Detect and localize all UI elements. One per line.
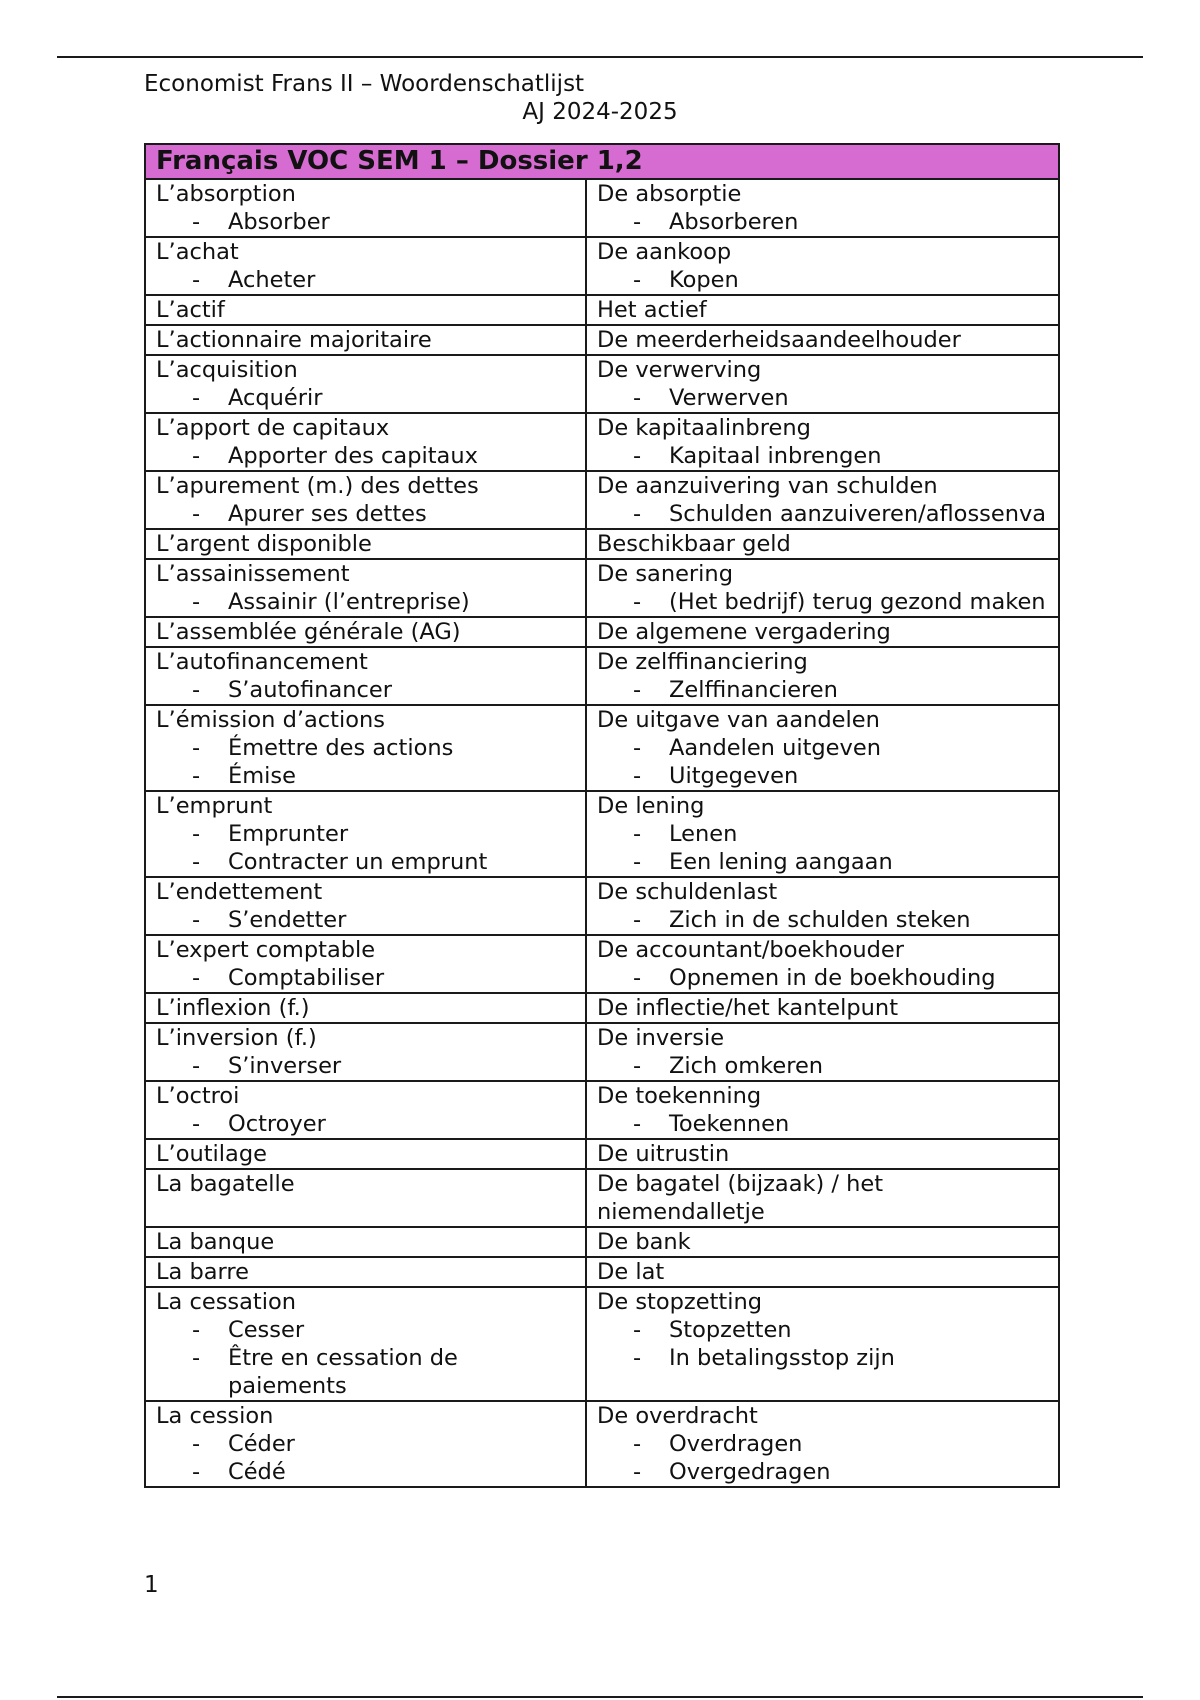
dutch-subterm bbox=[597, 384, 1050, 412]
table-row bbox=[145, 559, 1059, 617]
table-row bbox=[145, 791, 1059, 877]
subterm-text: Zich in de schulden steken bbox=[669, 907, 971, 933]
subterm-text: Emprunter bbox=[228, 821, 349, 847]
french-subterm bbox=[156, 734, 577, 762]
table-row bbox=[145, 617, 1059, 647]
dutch-cell bbox=[586, 559, 1059, 617]
bullet-dash: - bbox=[192, 443, 201, 469]
dutch-subterm bbox=[597, 1052, 1050, 1080]
subterm-text: Absorberen bbox=[669, 209, 799, 235]
dutch-term: De kapitaalinbreng bbox=[597, 415, 811, 441]
french-term: La cessation bbox=[156, 1289, 297, 1315]
subterm-text: Contracter un emprunt bbox=[228, 849, 488, 875]
table-row bbox=[145, 237, 1059, 295]
dutch-subterm bbox=[597, 848, 1050, 876]
french-subterm bbox=[156, 1344, 577, 1400]
french-subterm bbox=[156, 906, 577, 934]
french-cell bbox=[145, 647, 586, 705]
subterm-text: S’autofinancer bbox=[228, 677, 393, 703]
french-cell bbox=[145, 179, 586, 237]
dutch-cell bbox=[586, 1401, 1059, 1487]
french-cell bbox=[145, 617, 586, 647]
french-cell bbox=[145, 529, 586, 559]
dutch-cell bbox=[586, 705, 1059, 791]
dutch-cell bbox=[586, 647, 1059, 705]
subterm-text: Lenen bbox=[669, 821, 738, 847]
french-cell bbox=[145, 237, 586, 295]
dutch-term: De inversie bbox=[597, 1025, 725, 1051]
dutch-cell bbox=[586, 1139, 1059, 1169]
subterm-text: Zich omkeren bbox=[669, 1053, 824, 1079]
dutch-cell bbox=[586, 935, 1059, 993]
subterm-text: Kapitaal inbrengen bbox=[669, 443, 882, 469]
header-rule bbox=[57, 56, 1143, 58]
french-cell bbox=[145, 325, 586, 355]
bullet-dash: - bbox=[633, 209, 642, 235]
subterm-text: Cesser bbox=[228, 1317, 305, 1343]
bullet-dash: - bbox=[192, 735, 201, 761]
table-title-row bbox=[145, 144, 1059, 179]
french-term: L’argent disponible bbox=[156, 531, 372, 557]
table-row bbox=[145, 647, 1059, 705]
subterm-text: Toekennen bbox=[669, 1111, 790, 1137]
table-row bbox=[145, 355, 1059, 413]
french-cell bbox=[145, 993, 586, 1023]
table-row bbox=[145, 1139, 1059, 1169]
french-subterm bbox=[156, 964, 577, 992]
dutch-cell bbox=[586, 179, 1059, 237]
french-term: La barre bbox=[156, 1259, 249, 1285]
french-subterm bbox=[156, 1052, 577, 1080]
french-cell bbox=[145, 935, 586, 993]
dutch-subterm bbox=[597, 208, 1050, 236]
dutch-cell bbox=[586, 529, 1059, 559]
french-subterm bbox=[156, 1458, 577, 1486]
dutch-term: De aanzuivering van schulden bbox=[597, 473, 938, 499]
french-cell bbox=[145, 1287, 586, 1401]
dutch-subterm bbox=[597, 1110, 1050, 1138]
table-row bbox=[145, 179, 1059, 237]
french-subterm bbox=[156, 588, 577, 616]
bullet-dash: - bbox=[192, 209, 201, 235]
french-cell bbox=[145, 1401, 586, 1487]
subterm-text: Apporter des capitaux bbox=[228, 443, 478, 469]
dutch-term: De zelffinanciering bbox=[597, 649, 808, 675]
dutch-term: De overdracht bbox=[597, 1403, 758, 1429]
subterm-text: Verwerven bbox=[669, 385, 789, 411]
subterm-text: Émise bbox=[228, 763, 296, 789]
page-number: 1 bbox=[144, 1572, 159, 1598]
french-term: L’assainissement bbox=[156, 561, 350, 587]
bullet-dash: - bbox=[192, 1345, 201, 1371]
french-term: L’apurement (m.) des dettes bbox=[156, 473, 479, 499]
subterm-text: Acheter bbox=[228, 267, 316, 293]
french-term: L’apport de capitaux bbox=[156, 415, 390, 441]
french-term: La cession bbox=[156, 1403, 274, 1429]
bullet-dash: - bbox=[633, 443, 642, 469]
dutch-cell bbox=[586, 1257, 1059, 1287]
french-term: L’absorption bbox=[156, 181, 296, 207]
french-cell bbox=[145, 1139, 586, 1169]
french-term: La bagatelle bbox=[156, 1171, 295, 1197]
french-subterm bbox=[156, 762, 577, 790]
bullet-dash: - bbox=[633, 1317, 642, 1343]
dutch-subterm bbox=[597, 588, 1050, 616]
dutch-term: De meerderheidsaandeelhouder bbox=[597, 327, 961, 353]
french-cell bbox=[145, 471, 586, 529]
dutch-cell bbox=[586, 471, 1059, 529]
french-cell bbox=[145, 1227, 586, 1257]
table-row bbox=[145, 325, 1059, 355]
dutch-cell bbox=[586, 355, 1059, 413]
subterm-text: S’inverser bbox=[228, 1053, 342, 1079]
french-term: L’octroi bbox=[156, 1083, 240, 1109]
subterm-text: Schulden aanzuiveren/aflossenva bbox=[669, 501, 1047, 527]
french-term: L’expert comptable bbox=[156, 937, 376, 963]
vocabulary-rows bbox=[145, 179, 1059, 1487]
subterm-text: Comptabiliser bbox=[228, 965, 385, 991]
french-subterm bbox=[156, 676, 577, 704]
dutch-cell bbox=[586, 295, 1059, 325]
dutch-cell bbox=[586, 1169, 1059, 1227]
french-term: L’inflexion (f.) bbox=[156, 995, 310, 1021]
french-term: L’autofinancement bbox=[156, 649, 368, 675]
bullet-dash: - bbox=[192, 1431, 201, 1457]
dutch-term: De bagatel (bijzaak) / het niemendalletje bbox=[597, 1171, 884, 1225]
document-title: Economist Frans II – Woordenschatlijst bbox=[144, 71, 585, 97]
subterm-text: Een lening aangaan bbox=[669, 849, 893, 875]
french-cell bbox=[145, 705, 586, 791]
dutch-cell bbox=[586, 325, 1059, 355]
subterm-text: Overdragen bbox=[669, 1431, 803, 1457]
bullet-dash: - bbox=[192, 501, 201, 527]
bullet-dash: - bbox=[192, 267, 201, 293]
dutch-term: De algemene vergadering bbox=[597, 619, 891, 645]
dutch-term: De uitgave van aandelen bbox=[597, 707, 880, 733]
subterm-text: Overgedragen bbox=[669, 1459, 831, 1485]
french-term: L’actionnaire majoritaire bbox=[156, 327, 432, 353]
french-cell bbox=[145, 295, 586, 325]
vocabulary-table bbox=[144, 143, 1060, 1488]
dutch-subterm bbox=[597, 1458, 1050, 1486]
bullet-dash: - bbox=[192, 1111, 201, 1137]
french-term: L’inversion (f.) bbox=[156, 1025, 317, 1051]
dutch-subterm bbox=[597, 266, 1050, 294]
french-subterm bbox=[156, 500, 577, 528]
subterm-text: Être en cessation de paiements bbox=[228, 1345, 458, 1399]
subterm-text: Acquérir bbox=[228, 385, 323, 411]
french-term: L’assemblée générale (AG) bbox=[156, 619, 461, 645]
french-cell bbox=[145, 355, 586, 413]
french-term: L’actif bbox=[156, 297, 225, 323]
table-row bbox=[145, 1401, 1059, 1487]
table-row bbox=[145, 413, 1059, 471]
subterm-text: Uitgegeven bbox=[669, 763, 799, 789]
table-row bbox=[145, 705, 1059, 791]
dutch-cell bbox=[586, 1287, 1059, 1401]
bullet-dash: - bbox=[192, 385, 201, 411]
dutch-subterm bbox=[597, 964, 1050, 992]
subterm-text: In betalingsstop zijn bbox=[669, 1345, 895, 1371]
dutch-term: De uitrustin bbox=[597, 1141, 730, 1167]
french-subterm bbox=[156, 1110, 577, 1138]
bullet-dash: - bbox=[192, 589, 201, 615]
dutch-term: De lening bbox=[597, 793, 705, 819]
bullet-dash: - bbox=[192, 1317, 201, 1343]
dutch-term: Beschikbaar geld bbox=[597, 531, 791, 557]
subterm-text: Octroyer bbox=[228, 1111, 326, 1137]
dutch-term: De sanering bbox=[597, 561, 733, 587]
bullet-dash: - bbox=[633, 1111, 642, 1137]
french-subterm bbox=[156, 384, 577, 412]
bullet-dash: - bbox=[633, 501, 642, 527]
dutch-subterm bbox=[597, 1316, 1050, 1344]
dutch-subterm bbox=[597, 1344, 1050, 1372]
dutch-subterm bbox=[597, 500, 1050, 528]
dutch-cell bbox=[586, 237, 1059, 295]
table-row bbox=[145, 1227, 1059, 1257]
french-term: L’achat bbox=[156, 239, 239, 265]
academic-year bbox=[0, 98, 1200, 126]
bullet-dash: - bbox=[192, 821, 201, 847]
subterm-text: Stopzetten bbox=[669, 1317, 792, 1343]
french-term: La banque bbox=[156, 1229, 275, 1255]
french-subterm bbox=[156, 266, 577, 294]
subterm-text: Assainir (l’entreprise) bbox=[228, 589, 470, 615]
bullet-dash: - bbox=[192, 849, 201, 875]
french-cell bbox=[145, 1257, 586, 1287]
bullet-dash: - bbox=[192, 677, 201, 703]
dutch-term: De absorptie bbox=[597, 181, 742, 207]
table-row bbox=[145, 993, 1059, 1023]
french-cell bbox=[145, 791, 586, 877]
bullet-dash: - bbox=[633, 267, 642, 293]
dutch-term: De schuldenlast bbox=[597, 879, 778, 905]
table-title: Français VOC SEM 1 – Dossier 1,2 bbox=[145, 144, 1059, 179]
dutch-cell bbox=[586, 877, 1059, 935]
dutch-cell bbox=[586, 1081, 1059, 1139]
table-row bbox=[145, 471, 1059, 529]
bullet-dash: - bbox=[633, 907, 642, 933]
subterm-text: S’endetter bbox=[228, 907, 347, 933]
bullet-dash: - bbox=[633, 1345, 642, 1371]
bullet-dash: - bbox=[633, 1053, 642, 1079]
bullet-dash: - bbox=[192, 763, 201, 789]
bullet-dash: - bbox=[192, 907, 201, 933]
french-cell bbox=[145, 559, 586, 617]
subterm-text: Kopen bbox=[669, 267, 739, 293]
dutch-term: De bank bbox=[597, 1229, 691, 1255]
french-term: L’acquisition bbox=[156, 357, 298, 383]
dutch-subterm bbox=[597, 734, 1050, 762]
french-term: L’endettement bbox=[156, 879, 323, 905]
table-row bbox=[145, 1287, 1059, 1401]
french-cell bbox=[145, 877, 586, 935]
dutch-term: De verwerving bbox=[597, 357, 762, 383]
table-row bbox=[145, 1023, 1059, 1081]
subterm-text: Céder bbox=[228, 1431, 295, 1457]
dutch-cell bbox=[586, 1227, 1059, 1257]
dutch-subterm bbox=[597, 762, 1050, 790]
table-row bbox=[145, 1257, 1059, 1287]
dutch-term: Het actief bbox=[597, 297, 707, 323]
dutch-cell bbox=[586, 791, 1059, 877]
dutch-term: De inflectie/het kantelpunt bbox=[597, 995, 899, 1021]
footer-rule bbox=[57, 1696, 1143, 1698]
bullet-dash: - bbox=[633, 821, 642, 847]
bullet-dash: - bbox=[633, 763, 642, 789]
french-subterm bbox=[156, 208, 577, 236]
dutch-cell bbox=[586, 993, 1059, 1023]
dutch-cell bbox=[586, 617, 1059, 647]
dutch-subterm bbox=[597, 1430, 1050, 1458]
subterm-text: Absorber bbox=[228, 209, 330, 235]
french-subterm bbox=[156, 848, 577, 876]
dutch-term: De aankoop bbox=[597, 239, 732, 265]
table-row bbox=[145, 1169, 1059, 1227]
table-row bbox=[145, 295, 1059, 325]
subterm-text: Émettre des actions bbox=[228, 735, 454, 761]
french-cell bbox=[145, 413, 586, 471]
bullet-dash: - bbox=[633, 589, 642, 615]
dutch-term: De lat bbox=[597, 1259, 665, 1285]
bullet-dash: - bbox=[633, 965, 642, 991]
table-row bbox=[145, 529, 1059, 559]
subterm-text: (Het bedrijf) terug gezond maken bbox=[669, 589, 1046, 615]
bullet-dash: - bbox=[633, 385, 642, 411]
french-subterm bbox=[156, 820, 577, 848]
french-cell bbox=[145, 1081, 586, 1139]
dutch-term: De accountant/boekhouder bbox=[597, 937, 904, 963]
table-row bbox=[145, 935, 1059, 993]
bullet-dash: - bbox=[633, 677, 642, 703]
bullet-dash: - bbox=[192, 965, 201, 991]
french-term: L’emprunt bbox=[156, 793, 273, 819]
table-row bbox=[145, 877, 1059, 935]
dutch-cell bbox=[586, 413, 1059, 471]
academic-year-text: AJ 2024-2025 bbox=[522, 99, 678, 125]
bullet-dash: - bbox=[633, 735, 642, 761]
french-cell bbox=[145, 1023, 586, 1081]
dutch-subterm bbox=[597, 906, 1050, 934]
bullet-dash: - bbox=[633, 1431, 642, 1457]
subterm-text: Zelffinancieren bbox=[669, 677, 838, 703]
bullet-dash: - bbox=[633, 1459, 642, 1485]
dutch-term: De stopzetting bbox=[597, 1289, 763, 1315]
bullet-dash: - bbox=[633, 849, 642, 875]
dutch-cell bbox=[586, 1023, 1059, 1081]
subterm-text: Opnemen in de boekhouding bbox=[669, 965, 996, 991]
bullet-dash: - bbox=[192, 1053, 201, 1079]
french-term: L’outilage bbox=[156, 1141, 267, 1167]
dutch-subterm bbox=[597, 676, 1050, 704]
french-subterm bbox=[156, 1316, 577, 1344]
french-subterm bbox=[156, 1430, 577, 1458]
subterm-text: Cédé bbox=[228, 1459, 286, 1485]
subterm-text: Aandelen uitgeven bbox=[669, 735, 881, 761]
table-row bbox=[145, 1081, 1059, 1139]
dutch-subterm bbox=[597, 442, 1050, 470]
french-cell bbox=[145, 1169, 586, 1227]
french-subterm bbox=[156, 442, 577, 470]
dutch-subterm bbox=[597, 820, 1050, 848]
bullet-dash: - bbox=[192, 1459, 201, 1485]
subterm-text: Apurer ses dettes bbox=[228, 501, 427, 527]
french-term: L’émission d’actions bbox=[156, 707, 385, 733]
dutch-term: De toekenning bbox=[597, 1083, 762, 1109]
